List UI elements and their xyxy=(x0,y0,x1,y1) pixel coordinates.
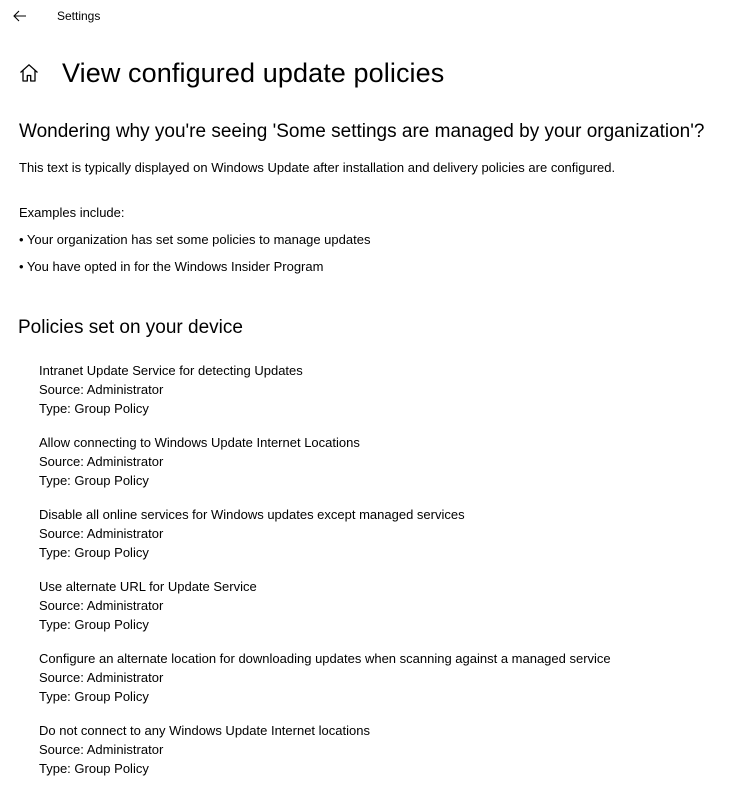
policy-type: Type: Group Policy xyxy=(39,401,149,416)
home-icon xyxy=(18,62,40,84)
policy-item xyxy=(39,361,739,433)
page-title: View configured update policies xyxy=(62,58,445,88)
policy-list xyxy=(39,361,739,793)
back-button[interactable] xyxy=(0,0,40,32)
example-item: • You have opted in for the Windows Insider Program xyxy=(19,259,324,274)
policy-source: Source: Administrator xyxy=(39,382,164,397)
policy-item xyxy=(39,577,739,649)
policy-source: Source: Administrator xyxy=(39,526,164,541)
info-heading: Wondering why you're seeing 'Some settings are managed by your organization'? xyxy=(19,121,705,142)
policies-heading: Policies set on your device xyxy=(18,317,243,338)
policy-name: Intranet Update Service for detecting Updates xyxy=(39,363,303,378)
policy-type: Type: Group Policy xyxy=(39,761,149,776)
policy-name: Disable all online services for Windows updates except managed services xyxy=(39,507,465,522)
policy-source: Source: Administrator xyxy=(39,742,164,757)
policy-name: Use alternate URL for Update Service xyxy=(39,579,257,594)
policy-name: Allow connecting to Windows Update Internet Locations xyxy=(39,435,360,450)
policy-name: Configure an alternate location for downloading updates when scanning against a managed service xyxy=(39,651,611,666)
policy-type: Type: Group Policy xyxy=(39,689,149,704)
examples-label: Examples include: xyxy=(19,205,125,220)
window-title: Settings xyxy=(57,9,101,23)
home-button[interactable] xyxy=(16,60,42,86)
policy-type: Type: Group Policy xyxy=(39,617,149,632)
policy-item xyxy=(39,721,739,793)
back-arrow-icon xyxy=(13,10,27,22)
policy-name: Do not connect to any Windows Update Internet locations xyxy=(39,723,370,738)
info-description: This text is typically displayed on Windows Update after installation and delivery policies are configured. xyxy=(19,160,616,175)
page-header xyxy=(16,56,445,90)
policy-source: Source: Administrator xyxy=(39,670,164,685)
policy-source: Source: Administrator xyxy=(39,454,164,469)
policy-item xyxy=(39,649,739,721)
policy-source: Source: Administrator xyxy=(39,598,164,613)
policy-type: Type: Group Policy xyxy=(39,473,149,488)
policy-item xyxy=(39,505,739,577)
policy-item xyxy=(39,433,739,505)
title-bar xyxy=(0,0,750,32)
example-item: • Your organization has set some policies to manage updates xyxy=(19,232,371,247)
policy-type: Type: Group Policy xyxy=(39,545,149,560)
